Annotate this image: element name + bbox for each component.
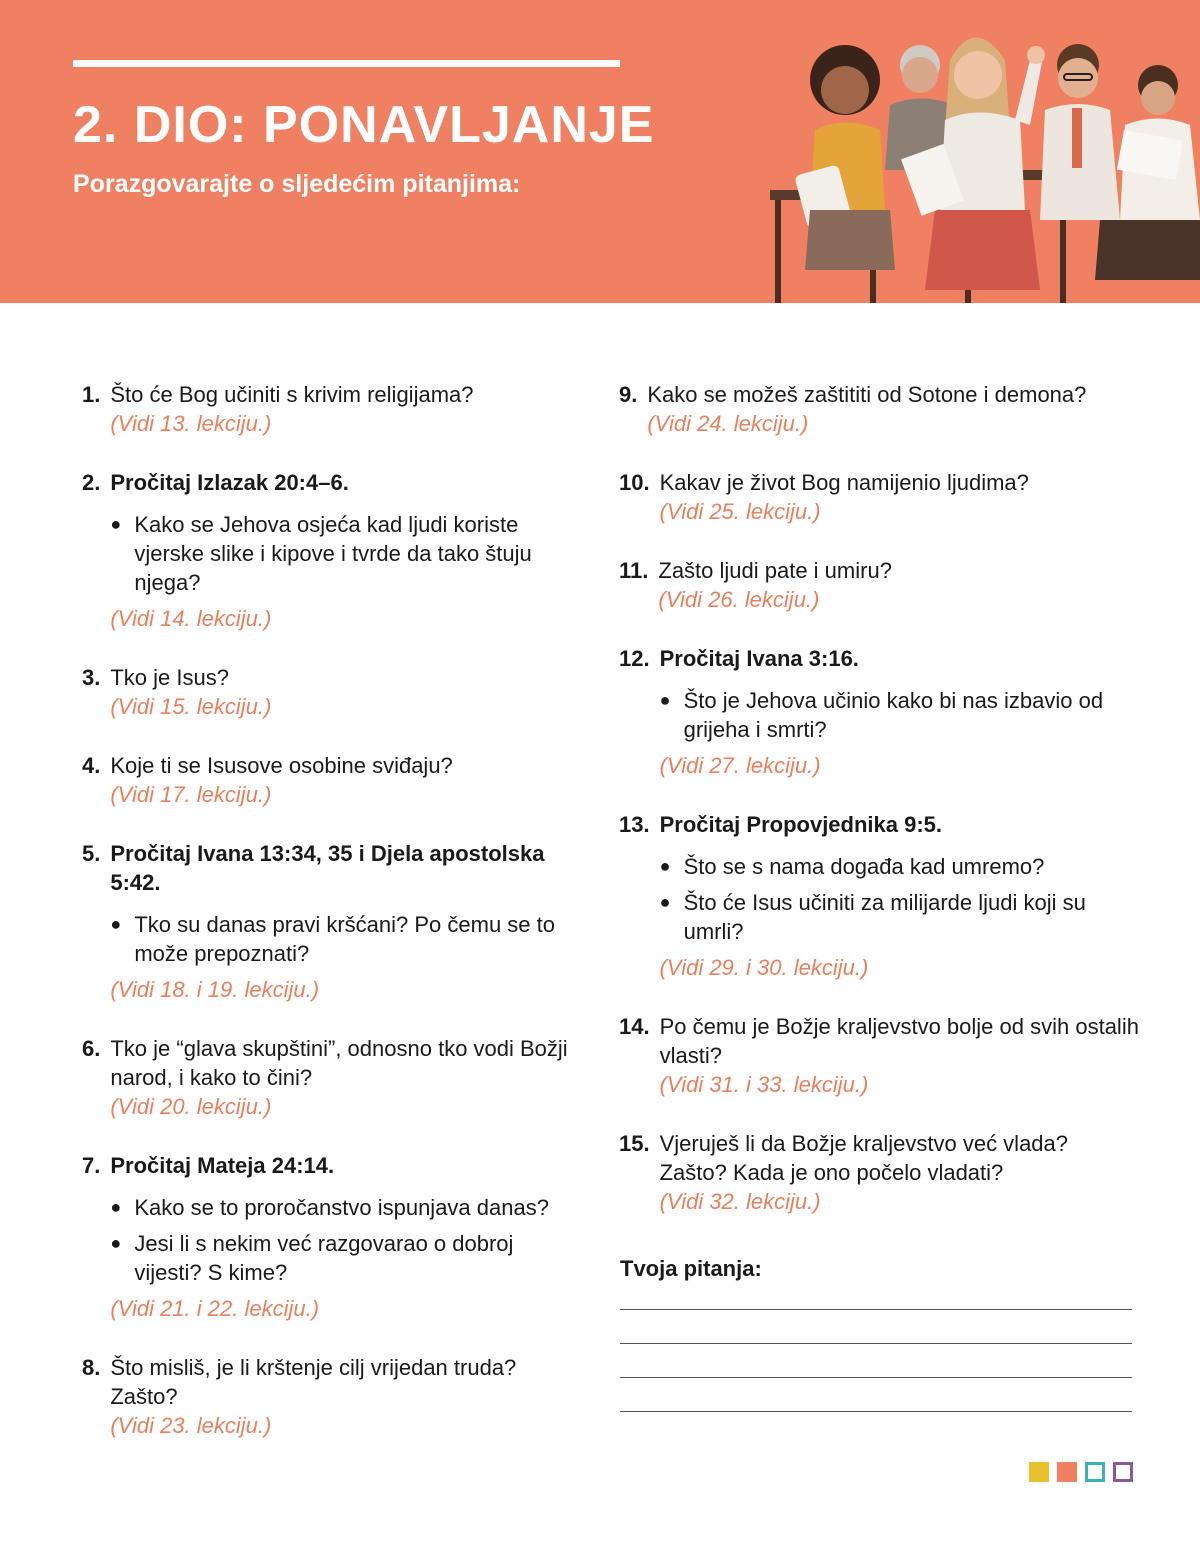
bullet-item [110,1193,582,1222]
question-row [82,839,582,897]
square-filled-yellow [1029,1462,1049,1482]
question-item [619,556,1139,614]
bullet-dot-icon: ● [659,892,671,912]
question-row [619,1012,1139,1070]
question-number: 6. [82,1036,101,1061]
bullet-item [110,1229,582,1287]
bullet-list [619,686,1139,744]
question-text: Što misliš, je li krštenje cilj vrijedan truda? Zašto? [110,1355,517,1409]
answer-line-3[interactable] [620,1377,1132,1378]
question-text: Pročitaj Izlazak 20:4–6. [110,470,349,495]
square-outline-purple [1113,1462,1133,1482]
bullet-item [660,888,1139,946]
question-item [619,1012,1139,1099]
header-rule [73,60,620,67]
question-text: Kakav je život Bog namijenio ljudima? [659,470,1029,495]
bullet-dot-icon: ● [110,514,122,534]
lesson-reference: (Vidi 17. lekciju.) [110,782,272,807]
question-row [82,1353,582,1411]
question-row [619,556,1139,585]
question-item [619,644,1139,780]
question-number: 15. [619,1131,650,1156]
lesson-reference: (Vidi 18. i 19. lekciju.) [110,977,320,1002]
questions-left-column [82,380,582,1470]
question-number: 4. [82,753,101,778]
question-text: Zašto ljudi pate i umiru? [658,558,892,583]
page-subtitle: Porazgovarajte o sljedećim pitanjima: [73,170,521,198]
question-text: Pročitaj Mateja 24:14. [110,1153,335,1178]
question-row [619,644,1139,673]
question-item [82,1034,582,1121]
question-row [82,1151,582,1180]
lesson-reference: (Vidi 27. lekciju.) [659,753,821,778]
question-text: Pročitaj Propovjednika 9:5. [659,812,943,837]
question-number: 12. [619,646,650,671]
question-text: Kako se možeš zaštititi od Sotone i demona? [647,382,1087,407]
lesson-reference: (Vidi 13. lekciju.) [110,411,272,436]
lesson-reference: (Vidi 24. lekciju.) [647,411,809,436]
question-text: Po čemu je Božje kraljevstvo bolje od svih ostalih vlasti? [659,1014,1139,1068]
bullet-dot-icon: ● [659,690,671,710]
question-number: 3. [82,665,101,690]
header-banner [0,0,1200,303]
question-text: Tko je “glava skupštini”, odnosno tko vodi Božji narod, i kako to čini? [110,1036,568,1090]
question-number: 14. [619,1014,650,1039]
answer-line-1[interactable] [620,1309,1132,1310]
bullet-list [82,510,582,597]
question-item [619,810,1139,982]
lesson-reference: (Vidi 26. lekciju.) [658,587,820,612]
question-item [82,380,582,438]
lesson-reference: (Vidi 21. i 22. lekciju.) [110,1296,320,1321]
question-number: 1. [82,382,101,407]
question-row [619,1129,1139,1187]
question-item [82,663,582,721]
bullet-text: Kako se to proročanstvo ispunjava danas? [134,1195,549,1220]
question-item [82,468,582,633]
bullet-item [110,510,582,597]
question-number: 8. [82,1355,101,1380]
question-item [619,380,1139,438]
question-item [82,751,582,809]
question-row [82,380,582,409]
bullet-dot-icon: ● [110,914,122,934]
question-item [82,839,582,1004]
bullet-dot-icon: ● [110,1197,122,1217]
bullet-dot-icon: ● [659,856,671,876]
lesson-reference: (Vidi 25. lekciju.) [659,499,821,524]
bullet-list [619,852,1139,946]
question-row [82,1034,582,1092]
question-number: 11. [619,558,649,583]
footer-color-squares [1029,1462,1133,1482]
square-outline-teal [1085,1462,1105,1482]
question-number: 2. [82,470,101,495]
bullet-item [660,686,1139,744]
seated-audience-illustration [760,20,1200,303]
question-text: Pročitaj Ivana 3:16. [659,646,859,671]
question-row [619,468,1139,497]
page-title: 2. DIO: PONAVLJANJE [73,96,655,154]
answer-line-2[interactable] [620,1343,1132,1344]
question-text: Pročitaj Ivana 13:34, 35 i Djela apostolska 5:42. [110,841,545,895]
questions-right-column [619,380,1139,1246]
question-item [82,1151,582,1323]
question-row [619,380,1139,409]
question-text: Vjeruješ li da Božje kraljevstvo već vlada? Zašto? Kada je ono počelo vladati? [659,1131,1069,1185]
lesson-reference: (Vidi 31. i 33. lekciju.) [659,1072,869,1097]
question-item [82,1353,582,1440]
question-number: 5. [82,841,101,866]
question-number: 10. [619,470,650,495]
bullet-text: Što se s nama događa kad umremo? [683,854,1045,879]
lesson-reference: (Vidi 15. lekciju.) [110,694,272,719]
bullet-list [82,1193,582,1287]
square-filled-coral [1057,1462,1077,1482]
bullet-item [660,852,1139,881]
question-row [82,663,582,692]
bullet-text: Tko su danas pravi kršćani? Po čemu se to može prepoznati? [134,912,556,966]
question-number: 9. [619,382,638,407]
question-number: 7. [82,1153,101,1178]
lesson-reference: (Vidi 29. i 30. lekciju.) [659,955,869,980]
answer-line-4[interactable] [620,1411,1132,1412]
question-row [82,468,582,497]
question-item [619,1129,1139,1216]
question-text: Što će Bog učiniti s krivim religijama? [110,382,474,407]
question-text: Tko je Isus? [110,665,229,690]
lesson-reference: (Vidi 23. lekciju.) [110,1413,272,1438]
bullet-item [110,910,582,968]
question-row [82,751,582,780]
lesson-reference: (Vidi 32. lekciju.) [659,1189,821,1214]
bullet-list [82,910,582,968]
your-questions-label: Tvoja pitanja: [620,1256,762,1281]
bullet-text: Jesi li s nekim već razgovarao o dobroj vijesti? S kime? [134,1231,514,1285]
bullet-text: Kako se Jehova osjeća kad ljudi koriste vjerske slike i kipove i tvrde da tako štuju njega? [134,512,532,595]
bullet-text: Što će Isus učiniti za milijarde ljudi koji su umrli? [683,890,1086,944]
bullet-dot-icon: ● [110,1233,122,1253]
lesson-reference: (Vidi 20. lekciju.) [110,1094,272,1119]
question-item [619,468,1139,526]
bullet-text: Što je Jehova učinio kako bi nas izbavio od grijeha i smrti? [683,688,1104,742]
question-row [619,810,1139,839]
lesson-reference: (Vidi 14. lekciju.) [110,606,272,631]
question-text: Koje ti se Isusove osobine sviđaju? [110,753,453,778]
question-number: 13. [619,812,650,837]
